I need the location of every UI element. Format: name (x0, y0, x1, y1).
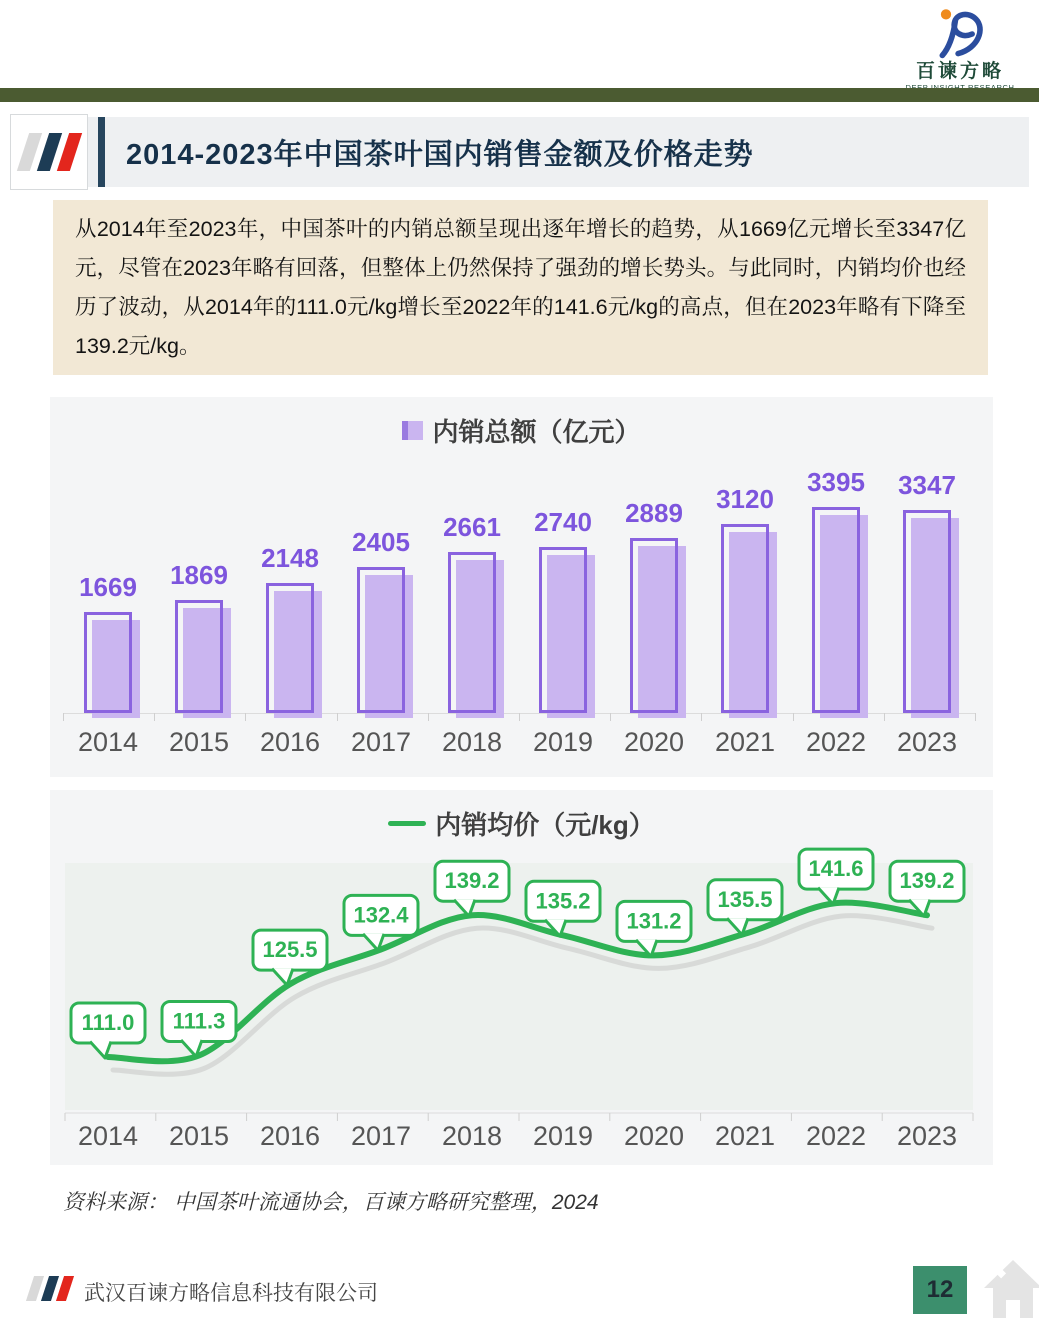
bar-x-label: 2023 (896, 727, 958, 757)
bar-value-label: 3120 (716, 484, 774, 514)
callout-value-label: 135.5 (717, 886, 773, 912)
line-chart-card (50, 790, 993, 1165)
bar-2023 (903, 510, 951, 713)
line-x-label: 2017 (350, 1121, 412, 1151)
bar-x-label: 2022 (805, 727, 867, 757)
bar-value-label: 2405 (352, 527, 410, 557)
line-x-label: 2014 (77, 1121, 139, 1151)
callout-value-label: 141.6 (808, 856, 864, 882)
line-chart-plot (50, 790, 993, 1165)
callout-value-label: 111.0 (81, 1010, 135, 1035)
bar-outline (84, 612, 132, 713)
title-flag-icon (10, 114, 88, 190)
x-axis-tick (793, 713, 794, 721)
summary-paragraph: 从2014年至2023年，中国茶叶的内销总额呈现出逐年增长的趋势，从1669亿元增长至3347亿元，尽管在2023年略有回落，但整体上仍然保持了强劲的增长势头。与此同时，内销均价也经历了波动，从2014年的111.0元/kg增长至2022年的141.6元/kg的高点，但在2023年略有下降至139.2元/kg。 (53, 200, 988, 375)
callout-value-label: 135.2 (535, 888, 591, 914)
bar-outline (903, 510, 951, 713)
bar-x-label: 2015 (168, 727, 230, 757)
x-axis-tick (519, 713, 520, 721)
x-axis-tick (428, 713, 429, 721)
x-axis-tick (610, 713, 611, 721)
bar-value-label: 3395 (807, 467, 865, 497)
bar-value-label: 2740 (534, 507, 592, 537)
footer-company-name: 武汉百谏方略信息科技有限公司 (84, 1282, 378, 1305)
x-axis-tick (154, 713, 155, 721)
bar-value-label: 2889 (625, 498, 683, 528)
title-accent-bar (98, 117, 105, 187)
callout-value-label: 139.2 (899, 868, 955, 894)
line-x-label: 2016 (259, 1121, 321, 1151)
line-x-label: 2015 (168, 1121, 230, 1151)
x-axis-tick (245, 713, 246, 721)
bar-value-label: 1869 (170, 560, 228, 590)
home-icon (982, 1256, 1039, 1320)
callout-value-label: 131.2 (626, 908, 682, 934)
line-x-label: 2019 (532, 1121, 594, 1151)
x-axis-tick (884, 713, 885, 721)
callout-value-label: 132.4 (353, 902, 409, 928)
bar-value-label: 2661 (443, 512, 501, 542)
bar-chart-title: 内销总额（亿元） (432, 417, 641, 447)
page-title: 2014-2023年中国茶叶国内销售金额及价格走势 (126, 138, 754, 171)
source-note: 资料来源： 中国茶叶流通协会，百谏方略研究整理，2024 (63, 1191, 599, 1214)
header-divider-bar (0, 88, 1039, 102)
bar-2017 (357, 567, 405, 713)
footer-flag-icon (30, 1276, 70, 1301)
bar-outline (539, 547, 587, 713)
bar-x-label: 2019 (532, 727, 594, 757)
line-x-label: 2021 (714, 1121, 776, 1151)
bar-value-label: 1669 (79, 572, 137, 602)
bar-2022 (812, 507, 860, 713)
bar-x-label: 2018 (441, 727, 503, 757)
bar-x-label: 2021 (714, 727, 776, 757)
bar-outline (812, 507, 860, 713)
bar-value-label: 2148 (261, 543, 319, 573)
line-chart-title: 内销均价（元/kg） (435, 810, 655, 840)
bar-2021 (721, 524, 769, 713)
line-x-label: 2023 (896, 1121, 958, 1151)
bar-x-label: 2014 (77, 727, 139, 757)
bar-value-label: 3347 (898, 470, 956, 500)
page-number-badge: 12 (913, 1266, 967, 1314)
line-x-label: 2018 (441, 1121, 503, 1151)
bar-2016 (266, 583, 314, 713)
callout-value-label: 139.2 (444, 868, 500, 894)
x-axis-tick (63, 713, 64, 721)
bar-outline (357, 567, 405, 713)
bar-chart-card (50, 397, 993, 777)
line-x-label: 2020 (623, 1121, 685, 1151)
bar-2019 (539, 547, 587, 713)
bar-outline (266, 583, 314, 713)
bar-outline (448, 552, 496, 713)
x-axis-tick (701, 713, 702, 721)
bar-2018 (448, 552, 496, 713)
x-axis-tick (337, 713, 338, 721)
brand-logo (897, 6, 1023, 92)
bar-x-label: 2016 (259, 727, 321, 757)
bar-2015 (175, 600, 223, 713)
logo-brand-text: 百谏方略 (915, 61, 1004, 82)
bar-2014 (84, 612, 132, 713)
bar-outline (175, 600, 223, 713)
bar-outline (630, 538, 678, 713)
bar-x-label: 2020 (623, 727, 685, 757)
title-bar (10, 117, 1029, 187)
line-x-label: 2022 (805, 1121, 867, 1151)
callout-value-label: 111.3 (172, 1008, 226, 1034)
bar-2020 (630, 538, 678, 713)
callout-value-label: 125.5 (262, 937, 318, 963)
bar-x-label: 2017 (350, 727, 412, 757)
bar-outline (721, 524, 769, 713)
x-axis-tick (975, 713, 976, 721)
logo-mark-icon (928, 6, 992, 62)
bar-chart-plot (50, 397, 993, 777)
